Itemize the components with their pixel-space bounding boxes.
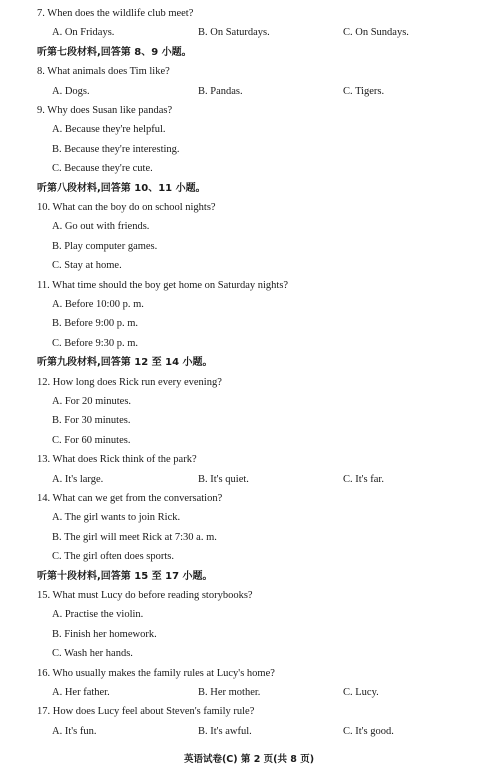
question-text: 14. What can we get from the conversation? <box>37 493 223 504</box>
answer-option: C. It's good. <box>343 725 394 737</box>
answer-option: B. It's awful. <box>198 725 252 737</box>
answer-option-row <box>0 413 498 429</box>
answer-option: C. Stay at home. <box>52 260 122 272</box>
question-text: 17. How does Lucy feel about Steven's family rule? <box>37 706 255 718</box>
answer-option: A. It's large. <box>52 473 104 485</box>
answer-option: C. It's far. <box>343 473 384 485</box>
answer-option-row <box>0 161 498 177</box>
answer-option: C. Lucy. <box>343 687 379 698</box>
answer-option: C. Tigers. <box>343 85 385 97</box>
page-footer: 英语试卷(C) 第 2 页(共 8 页) <box>183 754 315 765</box>
answer-option: B. On Saturdays. <box>198 27 270 39</box>
answer-option: B. Pandas. <box>198 85 243 97</box>
answer-option: B. Play computer games. <box>52 240 158 252</box>
answer-option-row <box>0 724 498 740</box>
answer-option: C. For 60 minutes. <box>52 434 131 446</box>
section-instruction: 听第八段材料,回答第 10、11 小题。 <box>37 182 206 194</box>
answer-option: B. Finish her homework. <box>52 628 157 640</box>
question-text: 8. What animals does Tim like? <box>37 66 170 78</box>
answer-option-row <box>0 530 498 546</box>
answer-option: C. Because they're cute. <box>52 163 153 175</box>
question-text: 16. Who usually makes the family rules at Lucy's home? <box>37 667 275 679</box>
answer-option-row <box>0 627 498 643</box>
answer-option: A. On Fridays. <box>52 27 115 39</box>
answer-option-row <box>0 646 498 662</box>
answer-option-row <box>0 433 498 449</box>
answer-option: A. The girl wants to join Rick. <box>52 512 181 524</box>
answer-option-row <box>0 142 498 158</box>
answer-option-row <box>0 239 498 255</box>
answer-option: C. On Sundays. <box>343 27 409 39</box>
answer-option-row <box>0 510 498 526</box>
question-text: 11. What time should the boy get home on Saturday nights? <box>37 279 289 291</box>
section-instruction: 听第七段材料,回答第 8、9 小题。 <box>37 46 192 58</box>
question-text: 7. When does the wildlife club meet? <box>37 8 194 19</box>
answer-option: B. For 30 minutes. <box>52 415 131 427</box>
answer-option: B. Her mother. <box>198 687 261 698</box>
answer-option: A. Practise the violin. <box>52 609 144 621</box>
answer-option-row <box>0 219 498 235</box>
answer-option: B. Because they're interesting. <box>52 143 180 155</box>
question-text: 15. What must Lucy do before reading storybooks? <box>37 590 253 601</box>
question-text: 9. Why does Susan like pandas? <box>37 105 173 116</box>
answer-option: A. Before 10:00 p. m. <box>52 299 144 310</box>
answer-option: A. Her father. <box>52 687 110 698</box>
answer-option-row <box>0 607 498 623</box>
answer-option-row <box>0 472 498 488</box>
answer-option-row <box>0 258 498 274</box>
question-text: 10. What can the boy do on school nights? <box>37 202 216 213</box>
answer-option: A. Dogs. <box>52 85 90 97</box>
answer-option: A. Because they're helpful. <box>52 124 166 136</box>
answer-option-row <box>0 336 498 352</box>
section-instruction: 听第十段材料,回答第 15 至 17 小题。 <box>37 570 213 582</box>
answer-option: B. Before 9:00 p. m. <box>52 318 139 330</box>
answer-option-row <box>0 25 498 41</box>
answer-option: B. The girl will meet Rick at 7:30 a. m. <box>52 531 217 543</box>
answer-option: C. The girl often does sports. <box>52 551 175 563</box>
answer-option-row <box>0 84 498 100</box>
answer-option-row <box>0 685 498 701</box>
answer-option-row <box>0 297 498 313</box>
question-text: 12. How long does Rick run every evening? <box>37 376 222 388</box>
answer-option-row <box>0 316 498 332</box>
answer-option: C. Before 9:30 p. m. <box>52 337 139 349</box>
answer-option: A. It's fun. <box>52 725 97 737</box>
answer-option: B. It's quiet. <box>198 473 249 485</box>
answer-option-row <box>0 549 498 565</box>
answer-option: A. Go out with friends. <box>52 221 150 233</box>
answer-option-row <box>0 394 498 410</box>
question-text: 13. What does Rick think of the park? <box>37 454 197 466</box>
answer-option: A. For 20 minutes. <box>52 396 132 407</box>
answer-option: C. Wash her hands. <box>52 648 133 660</box>
answer-option-row <box>0 122 498 138</box>
section-instruction: 听第九段材料,回答第 12 至 14 小题。 <box>37 357 213 369</box>
